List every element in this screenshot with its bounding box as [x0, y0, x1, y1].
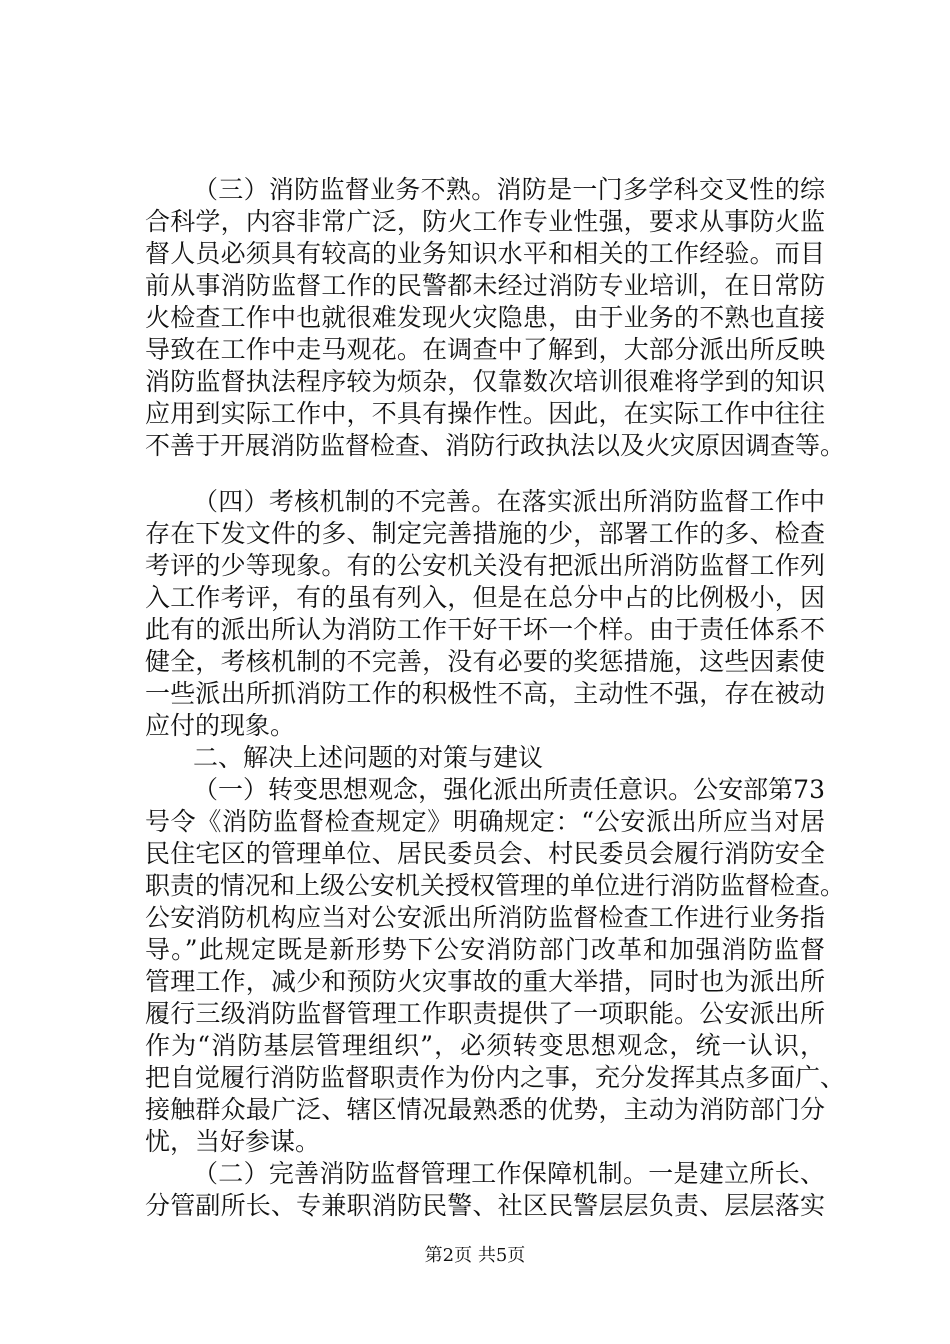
paragraph-line: 此有的派出所认为消防工作干好干坏一个样。由于责任体系不: [145, 615, 825, 644]
paragraph-line: 导。”此规定既是新形势下公安消防部门改革和加强消防监督: [145, 935, 825, 964]
paragraph-line: 健全，考核机制的不完善，没有必要的奖惩措施，这些因素使: [145, 647, 825, 676]
paragraph-line: 不善于开展消防监督检查、消防行政执法以及火灾原因调查等。: [145, 431, 846, 460]
paragraph-line: 职责的情况和上级公安机关授权管理的单位进行消防监督检查。: [145, 871, 846, 900]
paragraph-line: 号令《消防监督检查规定》明确规定：“公安派出所应当对居: [145, 807, 825, 836]
paragraph-line: 合科学，内容非常广泛，防火工作专业性强，要求从事防火监: [145, 207, 825, 236]
paragraph-line: 接触群众最广泛、辖区情况最熟悉的优势，主动为消防部门分: [145, 1095, 825, 1124]
paragraph-line: （四）考核机制的不完善。在落实派出所消防监督工作中: [193, 487, 825, 516]
paragraph-line: 消防监督执法程序较为烦杂，仅靠数次培训很难将学到的知识: [145, 367, 825, 396]
paragraph-line: 督人员必须具有较高的业务知识水平和相关的工作经验。而目: [145, 239, 825, 268]
paragraph-line: 应用到实际工作中，不具有操作性。因此，在实际工作中往往: [145, 399, 825, 428]
paragraph-line: 履行三级消防监督管理工作职责提供了一项职能。公安派出所: [145, 999, 825, 1028]
paragraph-line: 管理工作，减少和预防火灾事故的重大举措，同时也为派出所: [145, 967, 825, 996]
paragraph-line: 作为“消防基层管理组织”，必须转变思想观念，统一认识，: [145, 1031, 825, 1060]
paragraph-line: （一）转变思想观念，强化派出所责任意识。公安部第73: [193, 775, 825, 804]
paragraph-line: 前从事消防监督工作的民警都未经过消防专业培训，在日常防: [145, 271, 825, 300]
paragraph-line: 导致在工作中走马观花。在调查中了解到，大部分派出所反映: [145, 335, 825, 364]
paragraph-line: 把自觉履行消防监督职责作为份内之事，充分发挥其点多面广、: [145, 1063, 846, 1092]
paragraph-line: 一些派出所抓消防工作的积极性不高，主动性不强，存在被动: [145, 679, 825, 708]
paragraph-line: （二）完善消防监督管理工作保障机制。一是建立所长、: [193, 1159, 825, 1188]
section-heading: 二、解决上述问题的对策与建议: [193, 743, 544, 772]
page-number-footer: 第2页 共5页: [424, 1245, 526, 1266]
paragraph-line: 分管副所长、专兼职消防民警、社区民警层层负责、层层落实: [145, 1191, 825, 1220]
paragraph-line: 入工作考评，有的虽有列入，但是在总分中占的比例极小，因: [145, 583, 825, 612]
paragraph-line: 公安消防机构应当对公安派出所消防监督检查工作进行业务指: [145, 903, 825, 932]
paragraph-line: 忧，当好参谋。: [145, 1127, 321, 1156]
paragraph-line: 存在下发文件的多、制定完善措施的少，部署工作的多、检查: [145, 519, 825, 548]
paragraph-line: 民住宅区的管理单位、居民委员会、村民委员会履行消防安全: [145, 839, 825, 868]
paragraph-line: 火检查工作中也就很难发现火灾隐患，由于业务的不熟也直接: [145, 303, 825, 332]
paragraph-line: 应付的现象。: [145, 711, 296, 740]
paragraph-line: 考评的少等现象。有的公安机关没有把派出所消防监督工作列: [145, 551, 825, 580]
paragraph-line: （三）消防监督业务不熟。消防是一门多学科交叉性的综: [193, 175, 825, 204]
